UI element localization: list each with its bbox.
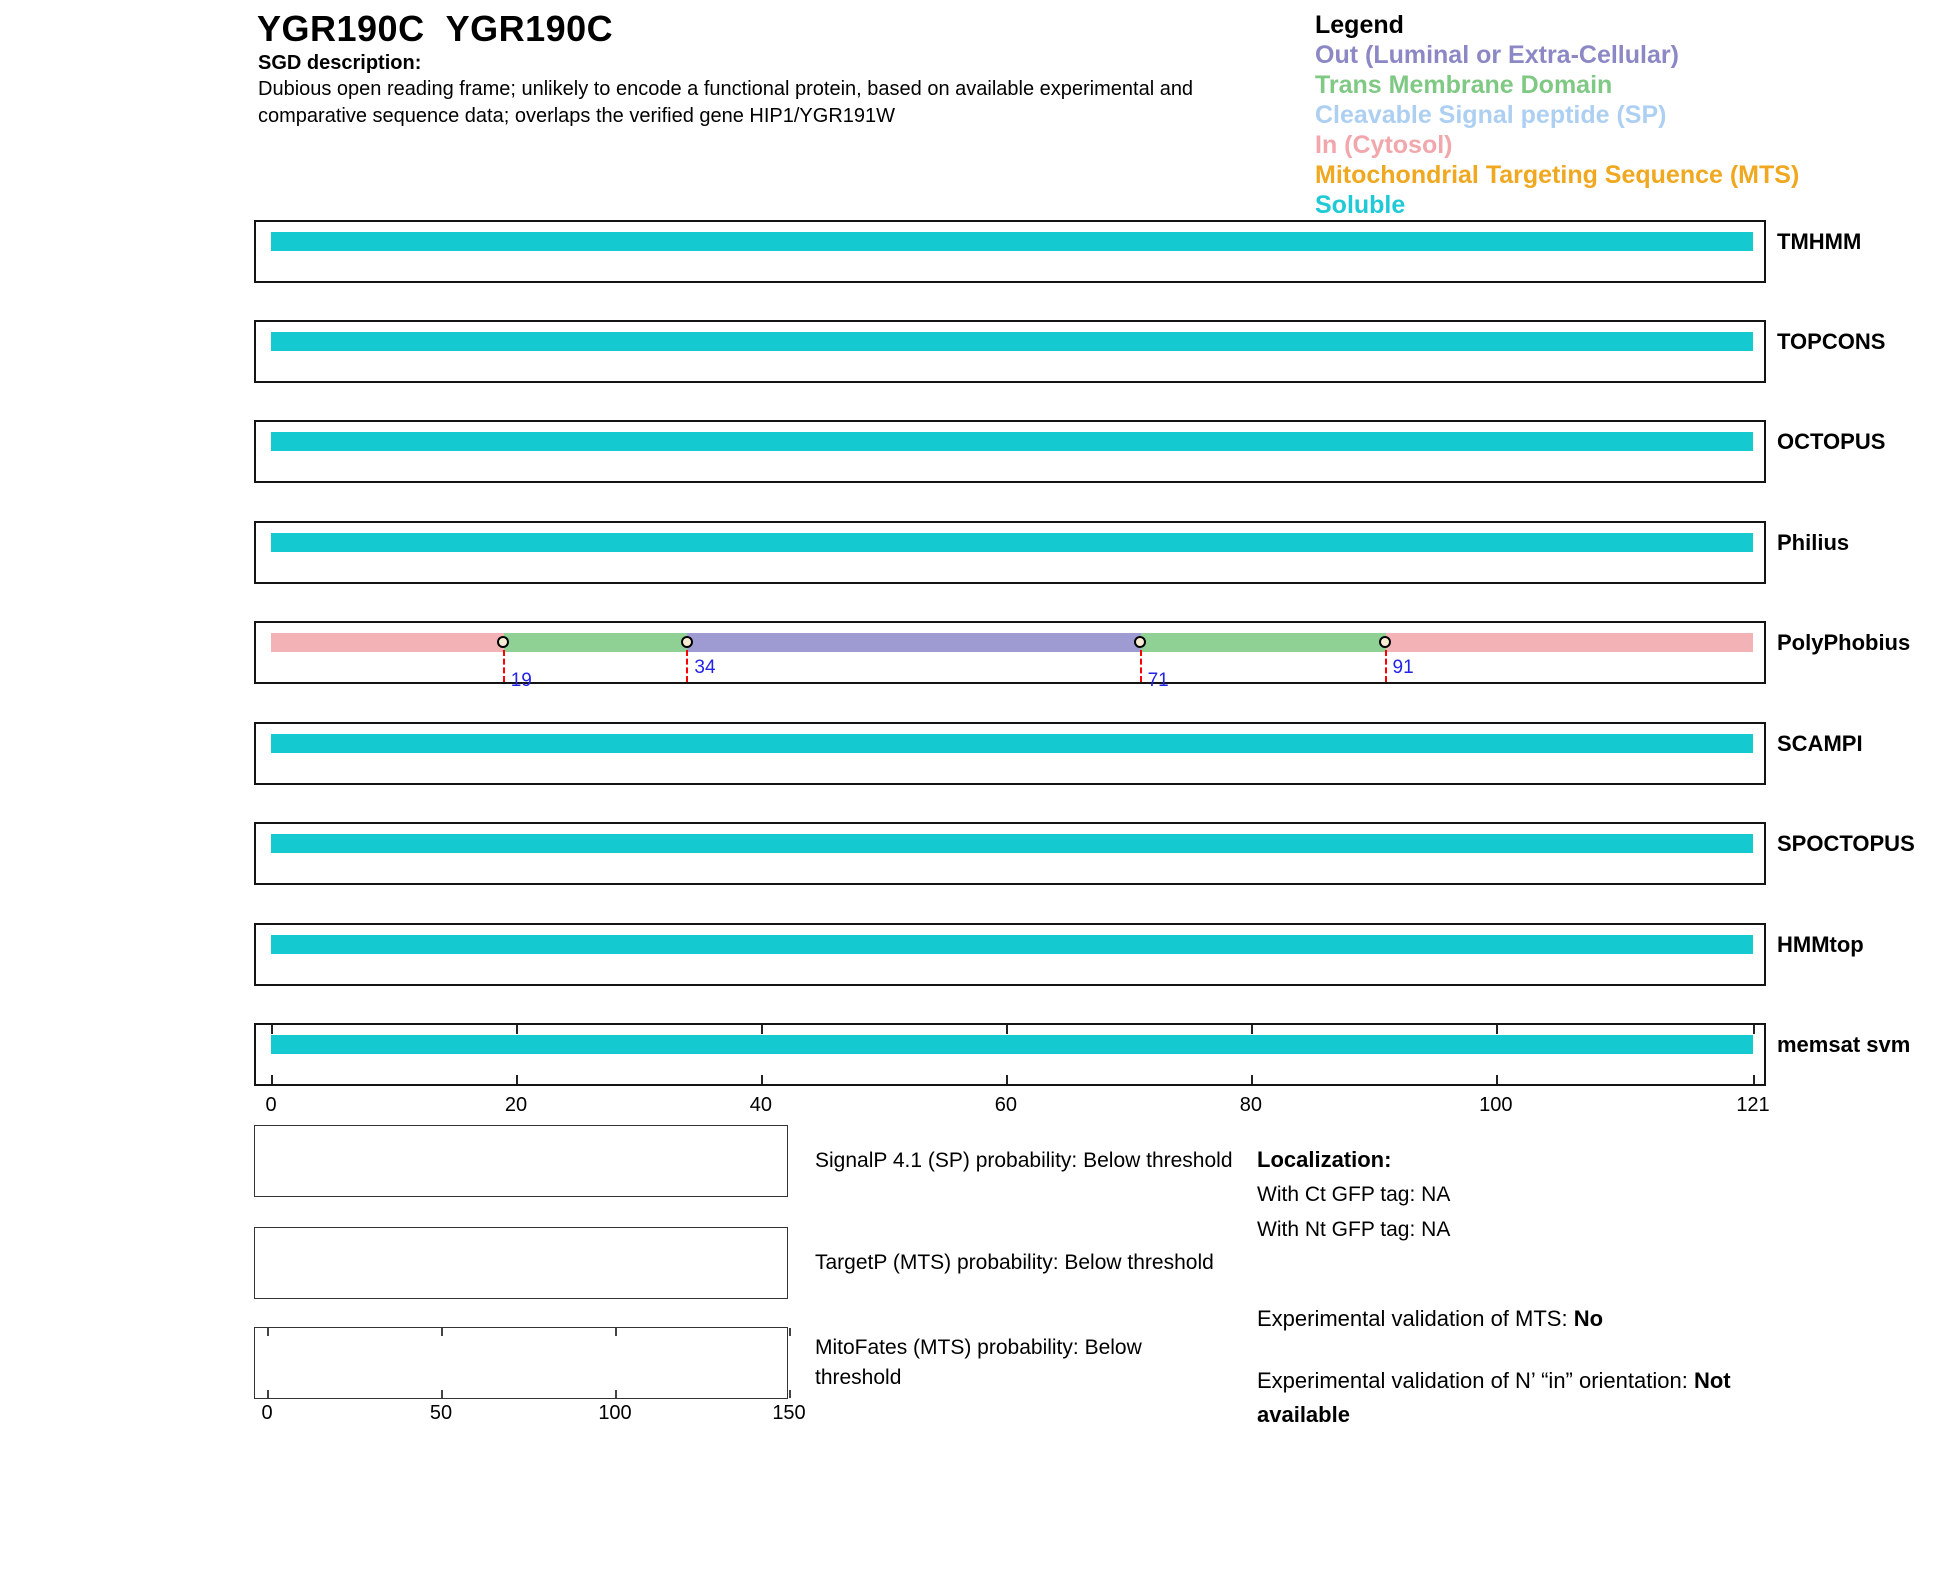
track-box-TMHMM: [254, 220, 1766, 283]
track-label-SPOCTOPUS: SPOCTOPUS: [1777, 831, 1915, 856]
axis-tick-bottom: [1251, 1075, 1253, 1084]
mts-validation-line: [1257, 1306, 1603, 1332]
orientation-validation-value: Not available: [1257, 1368, 1731, 1427]
probability-panel-box: [254, 1327, 788, 1399]
probability-axis-tick-bottom: [615, 1390, 617, 1398]
probability-axis-tick-bottom: [267, 1390, 269, 1398]
axis-tick-top: [516, 1025, 518, 1034]
orientation-validation-label: Experimental validation of N’ “in” orientation:: [1257, 1368, 1688, 1393]
sequence-axis-label: 60: [994, 1094, 1017, 1116]
track-box-TOPCONS: [254, 320, 1766, 383]
axis-tick-top: [761, 1025, 763, 1034]
boundary-line: [503, 650, 505, 682]
axis-tick-top: [1496, 1025, 1498, 1034]
sequence-axis-label: 0: [265, 1094, 277, 1116]
probability-panel-label: SignalP 4.1 (SP) probability: Below threshold: [815, 1149, 1233, 1172]
topology-segment-soluble: [271, 232, 1753, 251]
gene-name: YGR190C: [445, 8, 614, 49]
legend-entry-sp: Cleavable Signal peptide (SP): [1315, 101, 1667, 129]
topology-segment-soluble: [271, 432, 1753, 451]
sequence-axis-label: 121: [1736, 1094, 1770, 1116]
probability-panel-box: [254, 1227, 788, 1299]
topology-segment-soluble: [271, 533, 1753, 552]
track-label-SCAMPI: SCAMPI: [1777, 731, 1863, 756]
boundary-label: 19: [510, 670, 532, 691]
probability-axis-label: 100: [598, 1402, 632, 1424]
boundary-label: 34: [694, 657, 716, 678]
track-box-Philius: [254, 521, 1766, 584]
track-label-PolyPhobius: PolyPhobius: [1777, 630, 1911, 655]
probability-panel-label: TargetP (MTS) probability: Below threshold: [815, 1251, 1214, 1274]
probability-panel-label: MitoFates (MTS) probability: Below threshold: [815, 1336, 1142, 1389]
gene-id: YGR190C: [257, 8, 425, 49]
topology-segment-soluble: [271, 332, 1753, 351]
topology-segment-soluble: [271, 1035, 1753, 1054]
legend-entry-tm: Trans Membrane Domain: [1315, 71, 1613, 99]
sequence-axis-label: 80: [1239, 1094, 1262, 1116]
ct-gfp-tag-line: With Ct GFP tag: NA: [1257, 1183, 1451, 1206]
legend-entry-soluble: Soluble: [1315, 191, 1406, 219]
axis-tick-bottom: [271, 1075, 273, 1084]
axis-tick-bottom: [1496, 1075, 1498, 1084]
sgd-description-label: SGD description:: [258, 52, 422, 74]
track-box-SCAMPI: [254, 722, 1766, 785]
probability-axis-tick-top: [267, 1328, 269, 1336]
axis-tick-top: [1006, 1025, 1008, 1034]
probability-panel-box: [254, 1125, 788, 1197]
axis-tick-top: [1251, 1025, 1253, 1034]
boundary-line: [1140, 650, 1142, 682]
axis-tick-top: [1753, 1025, 1755, 1034]
track-label-memsat-svm: memsat svm: [1777, 1032, 1911, 1057]
legend-title: Legend: [1315, 11, 1404, 39]
track-label-TOPCONS: TOPCONS: [1777, 329, 1886, 354]
nt-gfp-tag-line: With Nt GFP tag: NA: [1257, 1218, 1451, 1241]
track-label-HMMtop: HMMtop: [1777, 932, 1864, 957]
probability-axis-label: 0: [261, 1402, 273, 1424]
boundary-marker: [1134, 636, 1146, 648]
topology-segment-in: [1386, 633, 1753, 652]
boundary-marker: [1379, 636, 1391, 648]
track-label-TMHMM: TMHMM: [1777, 229, 1862, 254]
topology-segment-out: [687, 633, 1140, 652]
topology-segment-soluble: [271, 734, 1753, 753]
track-label-OCTOPUS: OCTOPUS: [1777, 429, 1886, 454]
track-box-PolyPhobius: [254, 621, 1766, 684]
sgd-description-text: Dubious open reading frame; unlikely to encode a functional protein, based on available experimental and comparative sequence data; overlaps the verified gene HIP1/YGR191W: [258, 78, 1194, 127]
track-box-SPOCTOPUS: [254, 822, 1766, 885]
probability-axis-tick-bottom: [441, 1390, 443, 1398]
mts-validation-value: No: [1573, 1306, 1604, 1331]
topology-segment-soluble: [271, 834, 1753, 853]
orientation-validation-line: [1257, 1364, 1797, 1432]
probability-axis-label: 150: [772, 1402, 806, 1424]
track-box-memsat-svm: [254, 1023, 1766, 1086]
probability-axis-tick-top: [615, 1328, 617, 1336]
mts-validation-label: Experimental validation of MTS:: [1257, 1306, 1568, 1331]
boundary-label: 91: [1392, 657, 1414, 678]
probability-axis-label: 50: [429, 1402, 453, 1424]
sequence-axis-label: 100: [1479, 1094, 1513, 1116]
probability-axis-tick-bottom: [789, 1390, 791, 1398]
legend-entries: [1315, 40, 1799, 220]
axis-tick-bottom: [516, 1075, 518, 1084]
track-box-OCTOPUS: [254, 420, 1766, 483]
sequence-axis-label: 20: [504, 1094, 528, 1116]
topology-segment-tm: [504, 633, 688, 652]
localization-title: Localization:: [1257, 1147, 1392, 1172]
track-label-Philius: Philius: [1777, 530, 1850, 555]
boundary-marker: [681, 636, 693, 648]
sequence-axis-label: 40: [749, 1094, 773, 1116]
probability-axis-tick-top: [789, 1328, 791, 1336]
boundary-line: [1385, 650, 1387, 682]
axis-tick-top: [271, 1025, 273, 1034]
topology-segment-soluble: [271, 935, 1753, 954]
legend-entry-in: In (Cytosol): [1315, 131, 1453, 159]
axis-tick-bottom: [761, 1075, 763, 1084]
axis-tick-bottom: [1753, 1075, 1755, 1084]
legend-entry-mts: Mitochondrial Targeting Sequence (MTS): [1315, 161, 1800, 189]
legend: [1315, 10, 1799, 220]
topology-segment-tm: [1141, 633, 1386, 652]
topology-segment-in: [271, 633, 504, 652]
track-box-HMMtop: [254, 923, 1766, 986]
axis-tick-bottom: [1006, 1075, 1008, 1084]
legend-entry-out: Out (Luminal or Extra-Cellular): [1315, 41, 1679, 69]
probability-axis-tick-top: [441, 1328, 443, 1336]
boundary-label: 71: [1147, 670, 1169, 691]
page-title: [257, 8, 613, 50]
boundary-line: [686, 650, 688, 682]
